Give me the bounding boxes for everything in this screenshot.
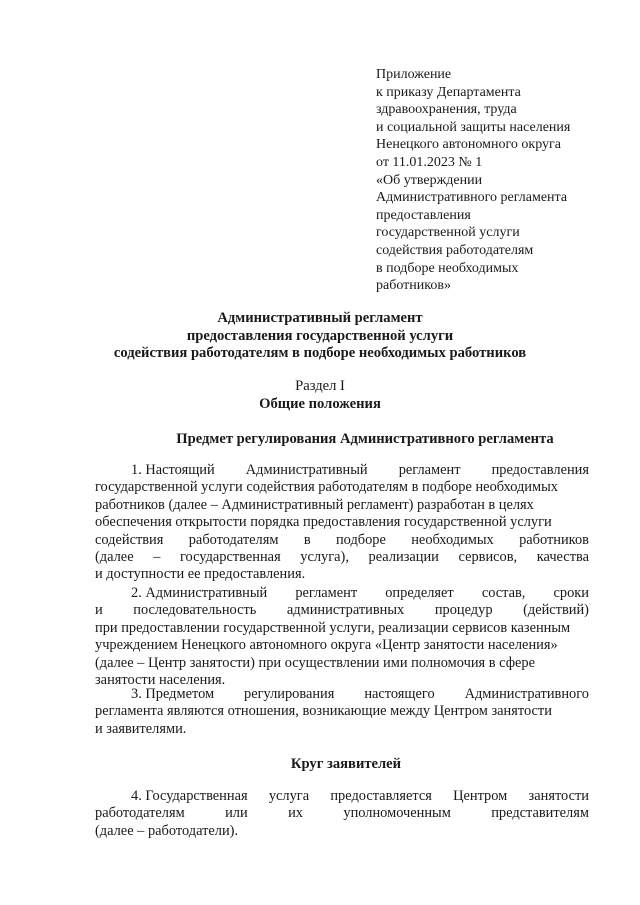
appendix-line: Приложение [376, 67, 452, 82]
appendix-line: к приказу Департамента [376, 84, 521, 100]
text-line [95, 532, 589, 549]
text-line [95, 721, 589, 738]
text-fragment: услуга), [300, 548, 349, 565]
text-fragment: 3. Предметом [131, 686, 215, 702]
text-fragment: регламент [295, 585, 358, 601]
appendix-line: предоставления [376, 207, 471, 223]
text-line [95, 655, 589, 672]
text-fragment: административных [286, 602, 405, 619]
text-line [95, 788, 589, 805]
text-fragment: регламента являются отношения, возникающие между Центром занятости [95, 703, 552, 720]
text-fragment: Центром [453, 788, 508, 804]
text-fragment: услуга [268, 788, 310, 804]
text-fragment: необходимых [411, 531, 494, 548]
appendix-line: работников» [376, 278, 451, 294]
text-line [95, 805, 589, 822]
text-fragment: сервисов, [458, 548, 518, 565]
subheading-applicants: Круг заявителей [290, 756, 402, 772]
text-fragment: последовательность [133, 602, 257, 619]
text-fragment: или [225, 805, 248, 822]
text-fragment: регламент [398, 462, 461, 478]
text-fragment: настоящего [364, 686, 435, 702]
text-fragment: представителям [491, 805, 589, 822]
regulation-title-line-3: содействия работодателям в подборе необходимых работников [113, 345, 527, 361]
text-line [95, 620, 589, 637]
appendix-line: здравоохранения, труда [376, 102, 517, 118]
regulation-title-line-2: предоставления государственной услуги [186, 328, 454, 344]
text-fragment: работодателям [95, 805, 185, 822]
text-fragment: и заявителями. [95, 720, 187, 737]
appendix-line: в подборе необходимых [376, 260, 519, 276]
text-line [95, 462, 589, 479]
paragraph-2 [95, 585, 589, 689]
text-fragment: в [303, 531, 311, 548]
appendix-line: от 11.01.2023 № 1 [376, 154, 483, 170]
text-fragment: работников [519, 531, 589, 548]
text-fragment: работников (далее – Административный регламент) разработан в целях [95, 496, 534, 513]
paragraph-3 [95, 686, 589, 738]
text-fragment: работодателям [188, 531, 279, 548]
appendix-line: государственной услуги [376, 225, 520, 241]
text-fragment: сроки [553, 585, 589, 601]
text-line [95, 637, 589, 654]
text-fragment: состав, [481, 585, 526, 601]
appendix-line: Ненецкого автономного округа [376, 137, 561, 153]
text-fragment: 1. Настоящий [131, 462, 215, 478]
section-number: Раздел I [295, 378, 345, 394]
text-fragment: 4. Государственная [131, 788, 248, 804]
text-fragment: Административного [464, 686, 589, 702]
text-fragment: регулирования [244, 686, 335, 702]
text-line [95, 823, 589, 840]
text-fragment: предоставляется [330, 788, 432, 804]
text-fragment: реализации [368, 548, 439, 565]
text-line [95, 686, 589, 703]
text-fragment: содействия [95, 531, 164, 548]
text-line [95, 497, 589, 514]
text-fragment: качества [536, 548, 589, 565]
text-fragment: учреждением Ненецкого автономного округа «Центр занятости населения» [95, 637, 558, 654]
text-line [95, 566, 589, 583]
text-fragment: процедур [434, 602, 493, 619]
text-line [95, 479, 589, 496]
text-fragment: уполномоченным [343, 805, 451, 822]
text-line [95, 549, 589, 566]
paragraph-1 [95, 462, 589, 584]
text-fragment: обеспечения открытости порядка предоставления государственной услуги [95, 514, 552, 531]
text-line [95, 602, 589, 619]
text-fragment: и [95, 602, 103, 619]
text-line [95, 514, 589, 531]
text-fragment: Административный [245, 462, 368, 478]
text-fragment: государственной услуги содействия работодателям в подборе необходимых [95, 479, 558, 496]
text-line [95, 703, 589, 720]
text-fragment: (далее – работодатели). [95, 822, 239, 839]
text-fragment: (действий) [523, 602, 589, 619]
text-fragment: занятости населения. [95, 671, 226, 688]
appendix-line: Административного регламента [376, 190, 568, 206]
paragraph-4 [95, 788, 589, 840]
text-fragment: занятости [528, 788, 589, 804]
text-fragment: предоставления [491, 462, 589, 478]
appendix-line: и социальной защиты населения [376, 119, 571, 135]
text-fragment: 2. Административный [131, 585, 268, 601]
section-name: Общие положения [259, 396, 381, 412]
subheading-subject: Предмет регулирования Административного регламента [176, 431, 554, 447]
text-fragment: и доступности ее предоставления. [95, 566, 306, 583]
text-fragment: – [153, 548, 161, 565]
appendix-line: содействия работодателям [376, 242, 534, 258]
regulation-title-line-1: Административный регламент [217, 310, 423, 326]
appendix-line: «Об утверждении [376, 172, 483, 188]
appendix-block [376, 66, 606, 295]
text-fragment: (далее [95, 548, 134, 565]
text-fragment: при предоставлении государственной услуги, реализации сервисов казенным [95, 619, 571, 636]
text-fragment: их [288, 805, 303, 822]
text-fragment: определяет [385, 585, 454, 601]
text-fragment: подборе [335, 531, 386, 548]
text-fragment: (далее – Центр занятости) при осуществлении ими полномочия в сфере [95, 654, 535, 671]
text-line [95, 585, 589, 602]
text-fragment: государственная [180, 548, 281, 565]
